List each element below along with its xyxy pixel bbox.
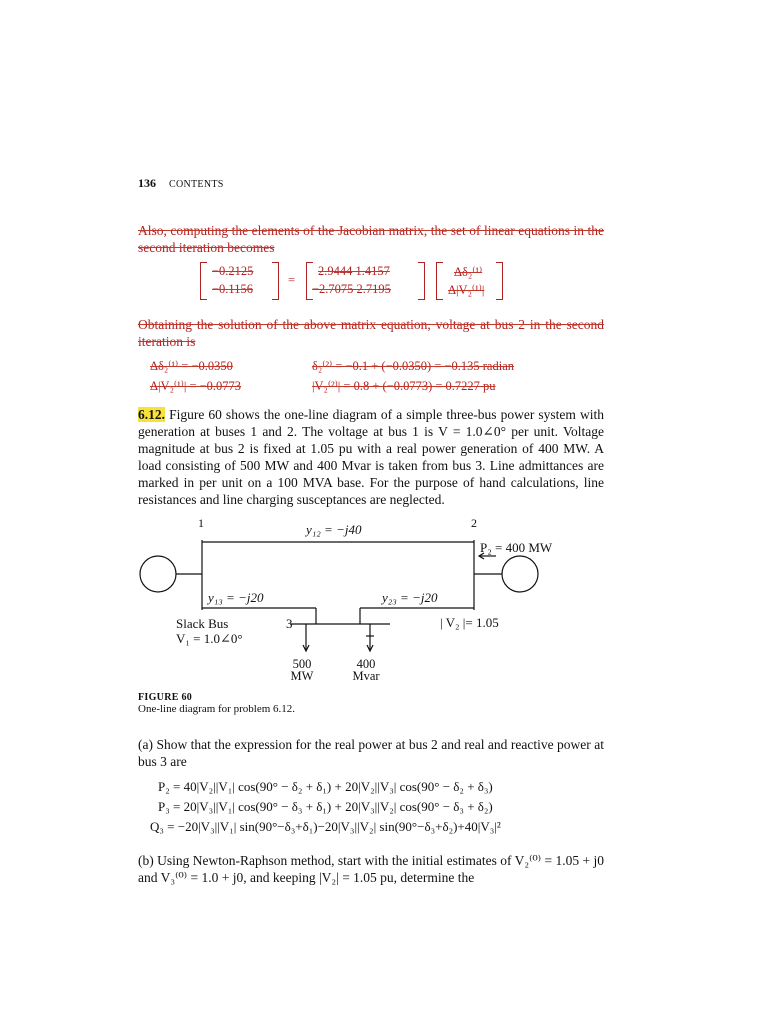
equation-p2: P₂ = 40|V₂||V₁| cos(90° − δ₂ + δ₁) + 20|V₂||V₃| cos(90° − δ₂ + δ₃)	[158, 779, 493, 794]
generator-2-icon	[502, 556, 538, 592]
bus-1-label: 1	[198, 516, 204, 530]
page-header	[138, 176, 224, 191]
running-title: CONTENTS	[169, 179, 224, 190]
problem-statement	[138, 406, 604, 508]
equals-sign: =	[288, 273, 296, 287]
part-b-text: (b) Using Newton-Raphson method, start with the initial estimates of V₂⁽⁰⁾ = 1.05 + j0 and V₃⁽⁰⁾ = 1.0 + j0, and keeping |V₂| = 1.05 pu, determine the	[138, 853, 604, 885]
load-q-label	[350, 658, 382, 682]
problem-text: Figure 60 shows the one-line diagram of a simple three-bus power system with generation at buses 1 and 2. The voltage at bus 1 is V = 1.0∠0° per unit. Voltage magnitude at bus 2 is fixed at 1.05 pu with a real power generation of 400 MW. A load consisting of 500 MW and 400 Mvar is taken from bus 3. Line admittances are marked in per unit on a 100 MVA base. For the purpose of hand calculations, line resistances and line charging susceptances are neglected.	[138, 407, 604, 507]
lhs-row-1: −0.2125	[212, 264, 254, 278]
jacobian-matrix-equation	[200, 258, 520, 304]
figure-caption	[138, 692, 295, 715]
page-number: 136	[138, 176, 156, 190]
load-q-value: 400	[356, 657, 376, 671]
right-bracket	[496, 262, 503, 300]
y12-label: y₁₂ = −j40	[306, 522, 362, 537]
equation-q3: Q₃ = −20|V₃||V₁| sin(90°−δ₃+δ₁)−20|V₃||V₂| sin(90°−δ₃+δ₂)+40|V₃|²	[150, 819, 501, 834]
vector-row-2: Δ|V₂⁽¹⁾|	[448, 283, 485, 297]
result-delta-voltage: Δ|V₂⁽¹⁾| = −0.0773	[150, 379, 242, 393]
left-bracket	[436, 262, 443, 300]
vector-row-1: Δδ₂⁽¹⁾	[454, 265, 483, 279]
one-line-diagram	[130, 512, 553, 692]
jacobian-row-1: 2.9444 1.4157	[318, 264, 390, 278]
right-bracket	[418, 262, 425, 300]
problem-number: 6.12.	[138, 407, 165, 422]
figure-caption-text: One-line diagram for problem 6.12.	[138, 703, 296, 715]
left-bracket	[200, 262, 207, 300]
p2-label: P₂ = 400 MW	[480, 540, 553, 555]
v2-label: | V₂ |= 1.05	[440, 615, 499, 630]
result-delta-angle: Δδ₂⁽¹⁾ = −0.0350	[150, 359, 233, 373]
right-bracket	[272, 262, 279, 300]
struck-solution-paragraph: Obtaining the solution of the above matrix equation, voltage at bus 2 in the second iteration is	[138, 317, 604, 349]
bus-2-label: 2	[471, 516, 477, 530]
part-a-text: (a) Show that the expression for the real power at bus 2 and real and reactive power at bus 3 are	[138, 737, 604, 769]
bus-3-label: 3	[286, 616, 293, 631]
generator-1-icon	[140, 556, 176, 592]
iteration-results	[150, 356, 600, 396]
slack-bus-label: Slack Bus	[176, 616, 229, 631]
y13-label: y₁₃ = −j20	[208, 590, 264, 605]
result-new-angle: δ₂⁽²⁾ = −0.1 + (−0.0350) = −0.135 radian	[312, 359, 514, 373]
v1-label: V₁ = 1.0∠0°	[176, 631, 243, 646]
load-p-value: 500	[292, 657, 312, 671]
load-p-unit: MW	[290, 669, 314, 683]
jacobian-row-2: −2.7075 2.7195	[312, 282, 391, 296]
y23-label: y₂₃ = −j20	[382, 590, 438, 605]
load-p-label	[290, 658, 314, 682]
struck-intro-paragraph: Also, computing the elements of the Jacobian matrix, the set of linear equations in the second iteration becomes	[138, 223, 604, 255]
lhs-row-2: −0.1156	[212, 282, 253, 296]
result-new-voltage: |V₂⁽²⁾| = 0.8 + (−0.0773) = 0.7227 pu	[312, 379, 496, 393]
equation-p3: P₃ = 20|V₃||V₁| cos(90° − δ₃ + δ₁) + 20|V₃||V₂| cos(90° − δ₃ + δ₂)	[158, 799, 493, 814]
figure-label: FIGURE 60	[138, 692, 193, 703]
load-q-unit: Mvar	[352, 669, 380, 683]
